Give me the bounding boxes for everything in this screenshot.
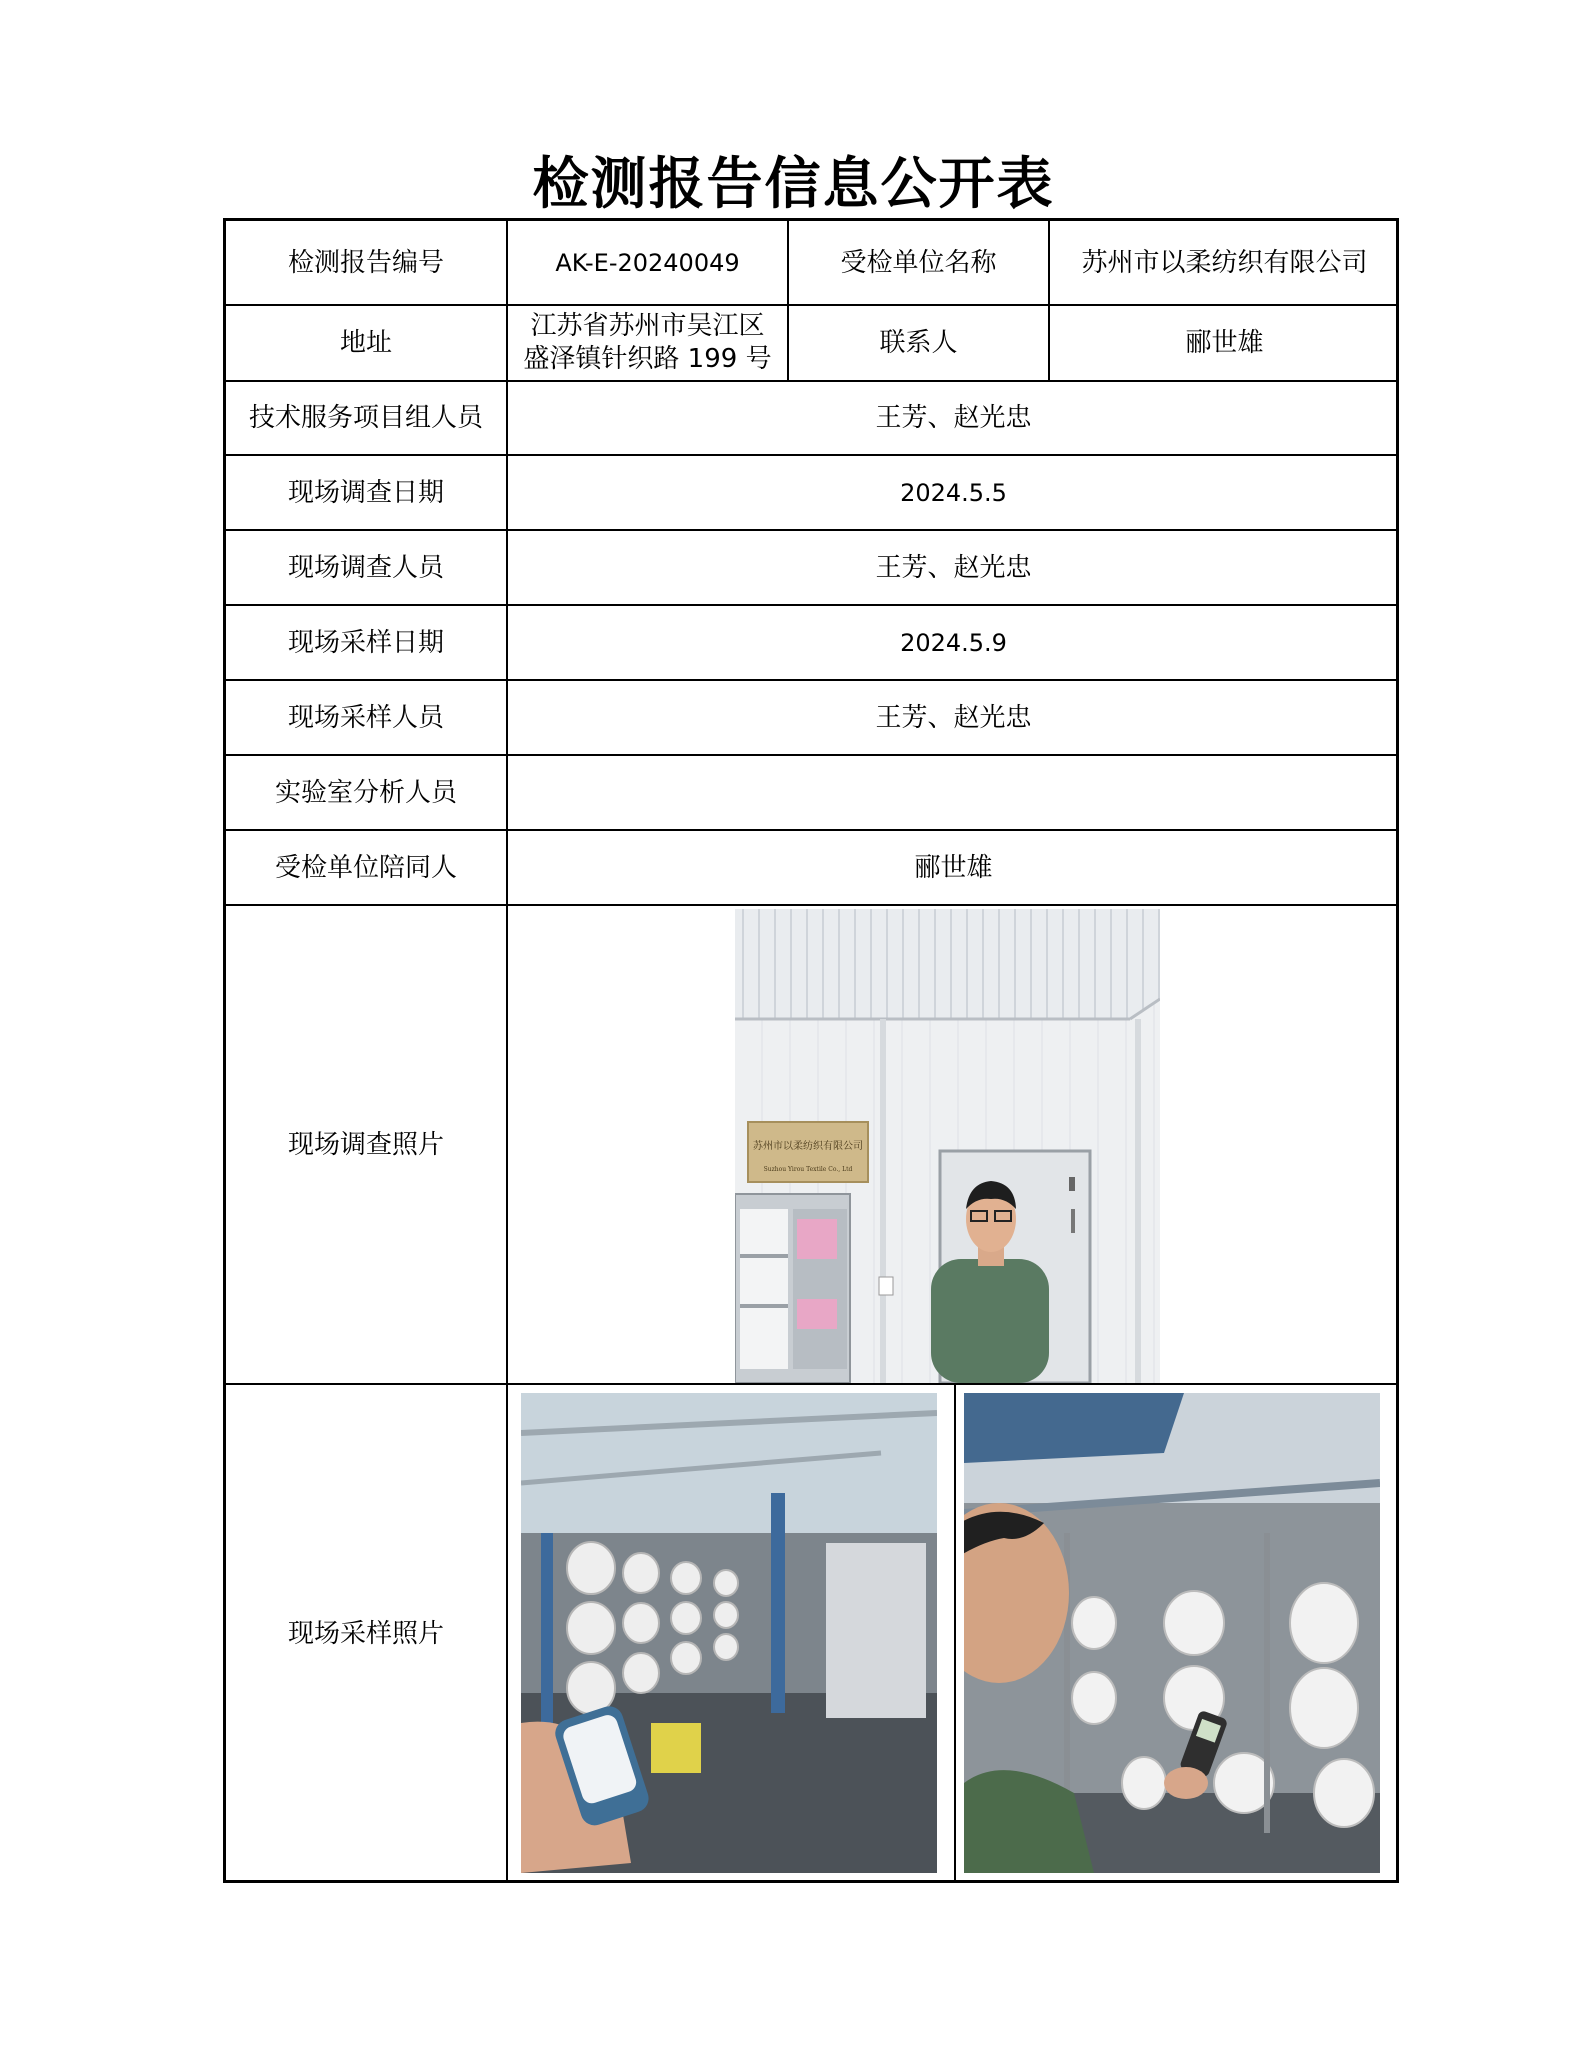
- sampling-staff-label: 现场采样人员: [287, 702, 444, 733]
- team-label: 技术服务项目组人员: [248, 403, 483, 433]
- sampling-staff-value: 王芳、赵光忠: [875, 702, 1032, 733]
- info-table: [223, 218, 1399, 1883]
- escort-label: 受检单位陪同人: [274, 852, 457, 883]
- page-title: 检测报告信息公开表: [532, 151, 1055, 217]
- report-no-label: 检测报告编号: [287, 247, 444, 278]
- address-label: 地址: [339, 328, 392, 358]
- sign-text-en: Suzhou Yirou Textile Co., Ltd: [763, 1166, 853, 1173]
- survey-staff-label: 现场调查人员: [287, 552, 444, 583]
- survey-photo: [735, 909, 1160, 1383]
- sampling-photo-1: [521, 1393, 937, 1873]
- team-value: 王芳、赵光忠: [875, 403, 1032, 433]
- address-line-1: 江苏省苏州市吴江区: [530, 311, 765, 341]
- report-no-value: AK-E-20240049: [555, 248, 740, 277]
- survey-staff-value: 王芳、赵光忠: [875, 552, 1032, 583]
- address-line-2: 盛泽镇针织路 199 号: [523, 344, 772, 374]
- contact-label: 联系人: [879, 328, 958, 358]
- sampling-date-value: 2024.5.9: [900, 628, 1007, 657]
- lab-staff-label: 实验室分析人员: [274, 777, 457, 808]
- contact-value: 郦世雄: [1185, 328, 1264, 358]
- escort-value: 郦世雄: [914, 852, 993, 883]
- survey-photo-label: 现场调查照片: [287, 1129, 444, 1160]
- survey-date-value: 2024.5.5: [900, 478, 1007, 507]
- unit-name-value: 苏州市以柔纺织有限公司: [1081, 247, 1368, 278]
- sampling-date-label: 现场采样日期: [287, 627, 444, 658]
- unit-name-label: 受检单位名称: [840, 247, 997, 278]
- sampling-photo-2: [964, 1393, 1380, 1873]
- sampling-photo-label: 现场采样照片: [287, 1619, 444, 1649]
- address-value: [508, 306, 787, 380]
- survey-date-label: 现场调查日期: [287, 477, 444, 508]
- lab-staff-value: [508, 756, 1399, 829]
- sign-text: 苏州市以柔纺织有限公司: [753, 1141, 863, 1152]
